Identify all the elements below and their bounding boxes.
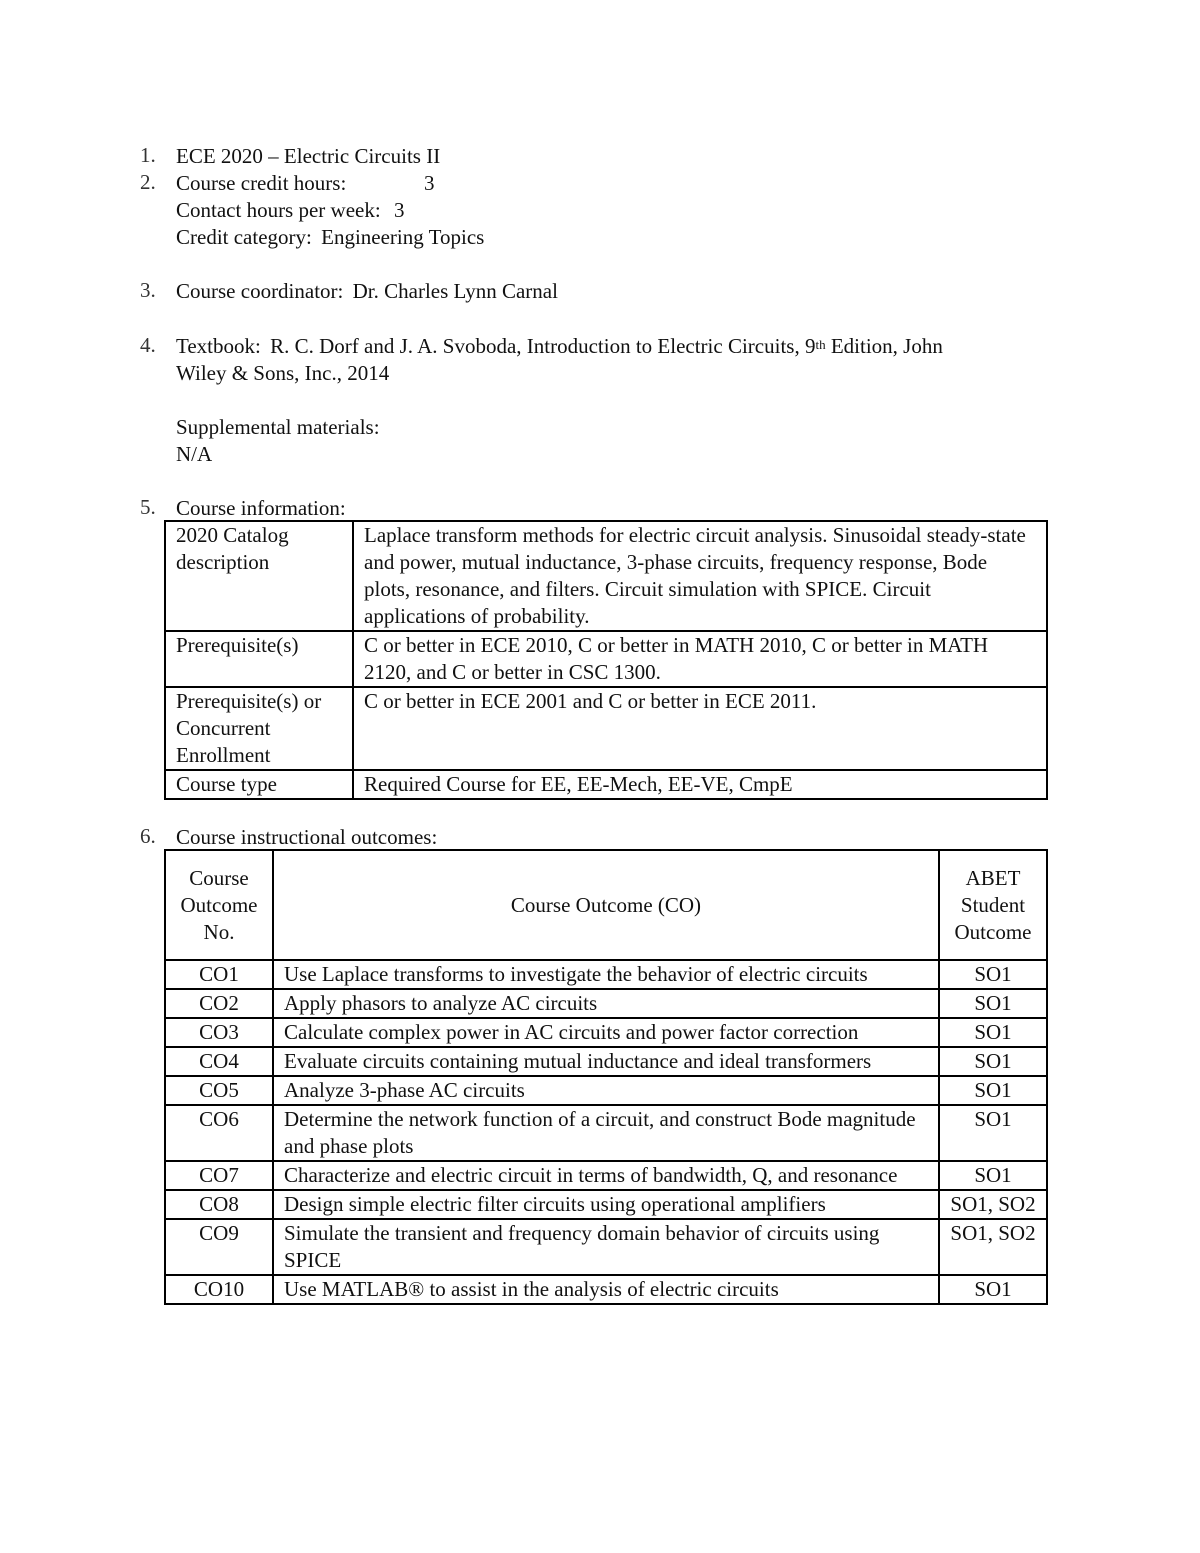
textbook-label: Textbook: bbox=[176, 334, 261, 358]
co-id: CO8 bbox=[165, 1190, 273, 1219]
co-text: Evaluate circuits containing mutual inductance and ideal transformers bbox=[273, 1047, 939, 1076]
so-value: SO1 bbox=[939, 1047, 1047, 1076]
table-row bbox=[165, 1275, 1047, 1304]
catalog-value: Laplace transform methods for electric circuit analysis. Sinusoidal steady-state and power, mutual inductance, 3-phase circuits, frequency response, Bode plots, resonance, and filters. Circuit simulation with SPICE. Circuit applications of probability. bbox=[353, 521, 1047, 631]
co-id: CO5 bbox=[165, 1076, 273, 1105]
credit-category-value: Engineering Topics bbox=[321, 225, 485, 249]
table-row bbox=[165, 1190, 1047, 1219]
co-text: Characterize and electric circuit in terms of bandwidth, Q, and resonance bbox=[273, 1161, 939, 1190]
table-row bbox=[165, 1076, 1047, 1105]
course-outcomes-table bbox=[164, 849, 1048, 1305]
co-text: Analyze 3-phase AC circuits bbox=[273, 1076, 939, 1105]
course-type-value: Required Course for EE, EE-Mech, EE-VE, CmpE bbox=[353, 770, 1047, 799]
edition-superscript: th bbox=[815, 337, 826, 352]
outcomes-heading: Course instructional outcomes: bbox=[176, 825, 438, 849]
so-value: SO1 bbox=[939, 1076, 1047, 1105]
table-row bbox=[165, 1105, 1047, 1161]
co-text: Use MATLAB® to assist in the analysis of electric circuits bbox=[273, 1275, 939, 1304]
item-number: 4. bbox=[140, 333, 156, 357]
table-row bbox=[165, 1161, 1047, 1190]
course-type-label: Course type bbox=[165, 770, 353, 799]
header-abet-outcome: ABET Student Outcome bbox=[939, 850, 1047, 960]
table-row bbox=[165, 521, 1047, 631]
coordinator-value: Dr. Charles Lynn Carnal bbox=[352, 279, 558, 303]
co-text: Determine the network function of a circuit, and construct Bode magnitude and phase plots bbox=[273, 1105, 939, 1161]
table-row bbox=[165, 687, 1047, 770]
co-text: Apply phasors to analyze AC circuits bbox=[273, 989, 939, 1018]
item-number: 5. bbox=[140, 495, 156, 519]
co-id: CO10 bbox=[165, 1275, 273, 1304]
so-value: SO1 bbox=[939, 1161, 1047, 1190]
textbook-line bbox=[176, 333, 943, 360]
contact-hours-label: Contact hours per week: bbox=[176, 198, 381, 222]
credit-hours-value: 3 bbox=[424, 171, 435, 195]
table-row bbox=[165, 989, 1047, 1018]
item-number: 6. bbox=[140, 824, 156, 848]
table-row bbox=[165, 1047, 1047, 1076]
prereq-label: Prerequisite(s) bbox=[165, 631, 353, 687]
credit-category-line bbox=[176, 224, 484, 251]
so-value: SO1 bbox=[939, 1018, 1047, 1047]
credit-hours-label: Course credit hours: bbox=[176, 171, 347, 195]
item-number: 3. bbox=[140, 278, 156, 302]
co-text: Calculate complex power in AC circuits and power factor correction bbox=[273, 1018, 939, 1047]
course-info-table bbox=[164, 520, 1048, 800]
course-info-heading: Course information: bbox=[176, 496, 346, 520]
textbook-text-cont: Edition, John bbox=[825, 334, 943, 358]
co-id: CO7 bbox=[165, 1161, 273, 1190]
co-text: Simulate the transient and frequency domain behavior of circuits using SPICE bbox=[273, 1219, 939, 1275]
table-row bbox=[165, 1018, 1047, 1047]
coordinator-line bbox=[176, 278, 558, 305]
co-text: Design simple electric filter circuits using operational amplifiers bbox=[273, 1190, 939, 1219]
co-id: CO1 bbox=[165, 960, 273, 989]
so-value: SO1 bbox=[939, 1275, 1047, 1304]
co-id: CO2 bbox=[165, 989, 273, 1018]
table-header-row bbox=[165, 850, 1047, 960]
coordinator-label: Course coordinator: bbox=[176, 279, 344, 303]
credit-category-label: Credit category: bbox=[176, 225, 312, 249]
so-value: SO1 bbox=[939, 1105, 1047, 1161]
contact-hours-line bbox=[176, 197, 404, 224]
table-row bbox=[165, 631, 1047, 687]
item-number: 1. bbox=[140, 143, 156, 167]
item-number: 2. bbox=[140, 170, 156, 194]
contact-hours-value: 3 bbox=[393, 198, 405, 222]
supplemental-label: Supplemental materials: bbox=[176, 415, 380, 439]
co-id: CO4 bbox=[165, 1047, 273, 1076]
credit-hours-line bbox=[176, 170, 435, 197]
co-id: CO6 bbox=[165, 1105, 273, 1161]
textbook-publisher: Wiley & Sons, Inc., 2014 bbox=[176, 361, 390, 385]
table-row bbox=[165, 1219, 1047, 1275]
header-outcome-no: Course Outcome No. bbox=[165, 850, 273, 960]
so-value: SO1, SO2 bbox=[939, 1190, 1047, 1219]
course-title: ECE 2020 – Electric Circuits II bbox=[176, 144, 441, 168]
coreq-label: Prerequisite(s) or Concurrent Enrollment bbox=[165, 687, 353, 770]
textbook-text: R. C. Dorf and J. A. Svoboda, Introduction to Electric Circuits, 9 bbox=[270, 334, 816, 358]
so-value: SO1 bbox=[939, 989, 1047, 1018]
co-id: CO3 bbox=[165, 1018, 273, 1047]
header-course-outcome: Course Outcome (CO) bbox=[273, 850, 939, 960]
coreq-value: C or better in ECE 2001 and C or better in ECE 2011. bbox=[353, 687, 1047, 770]
co-text: Use Laplace transforms to investigate the behavior of electric circuits bbox=[273, 960, 939, 989]
prereq-value: C or better in ECE 2010, C or better in MATH 2010, C or better in MATH 2120, and C or better in CSC 1300. bbox=[353, 631, 1047, 687]
co-id: CO9 bbox=[165, 1219, 273, 1275]
so-value: SO1, SO2 bbox=[939, 1219, 1047, 1275]
table-row bbox=[165, 960, 1047, 989]
catalog-label: 2020 Catalog description bbox=[165, 521, 353, 631]
table-row bbox=[165, 770, 1047, 799]
supplemental-value: N/A bbox=[176, 442, 213, 466]
so-value: SO1 bbox=[939, 960, 1047, 989]
